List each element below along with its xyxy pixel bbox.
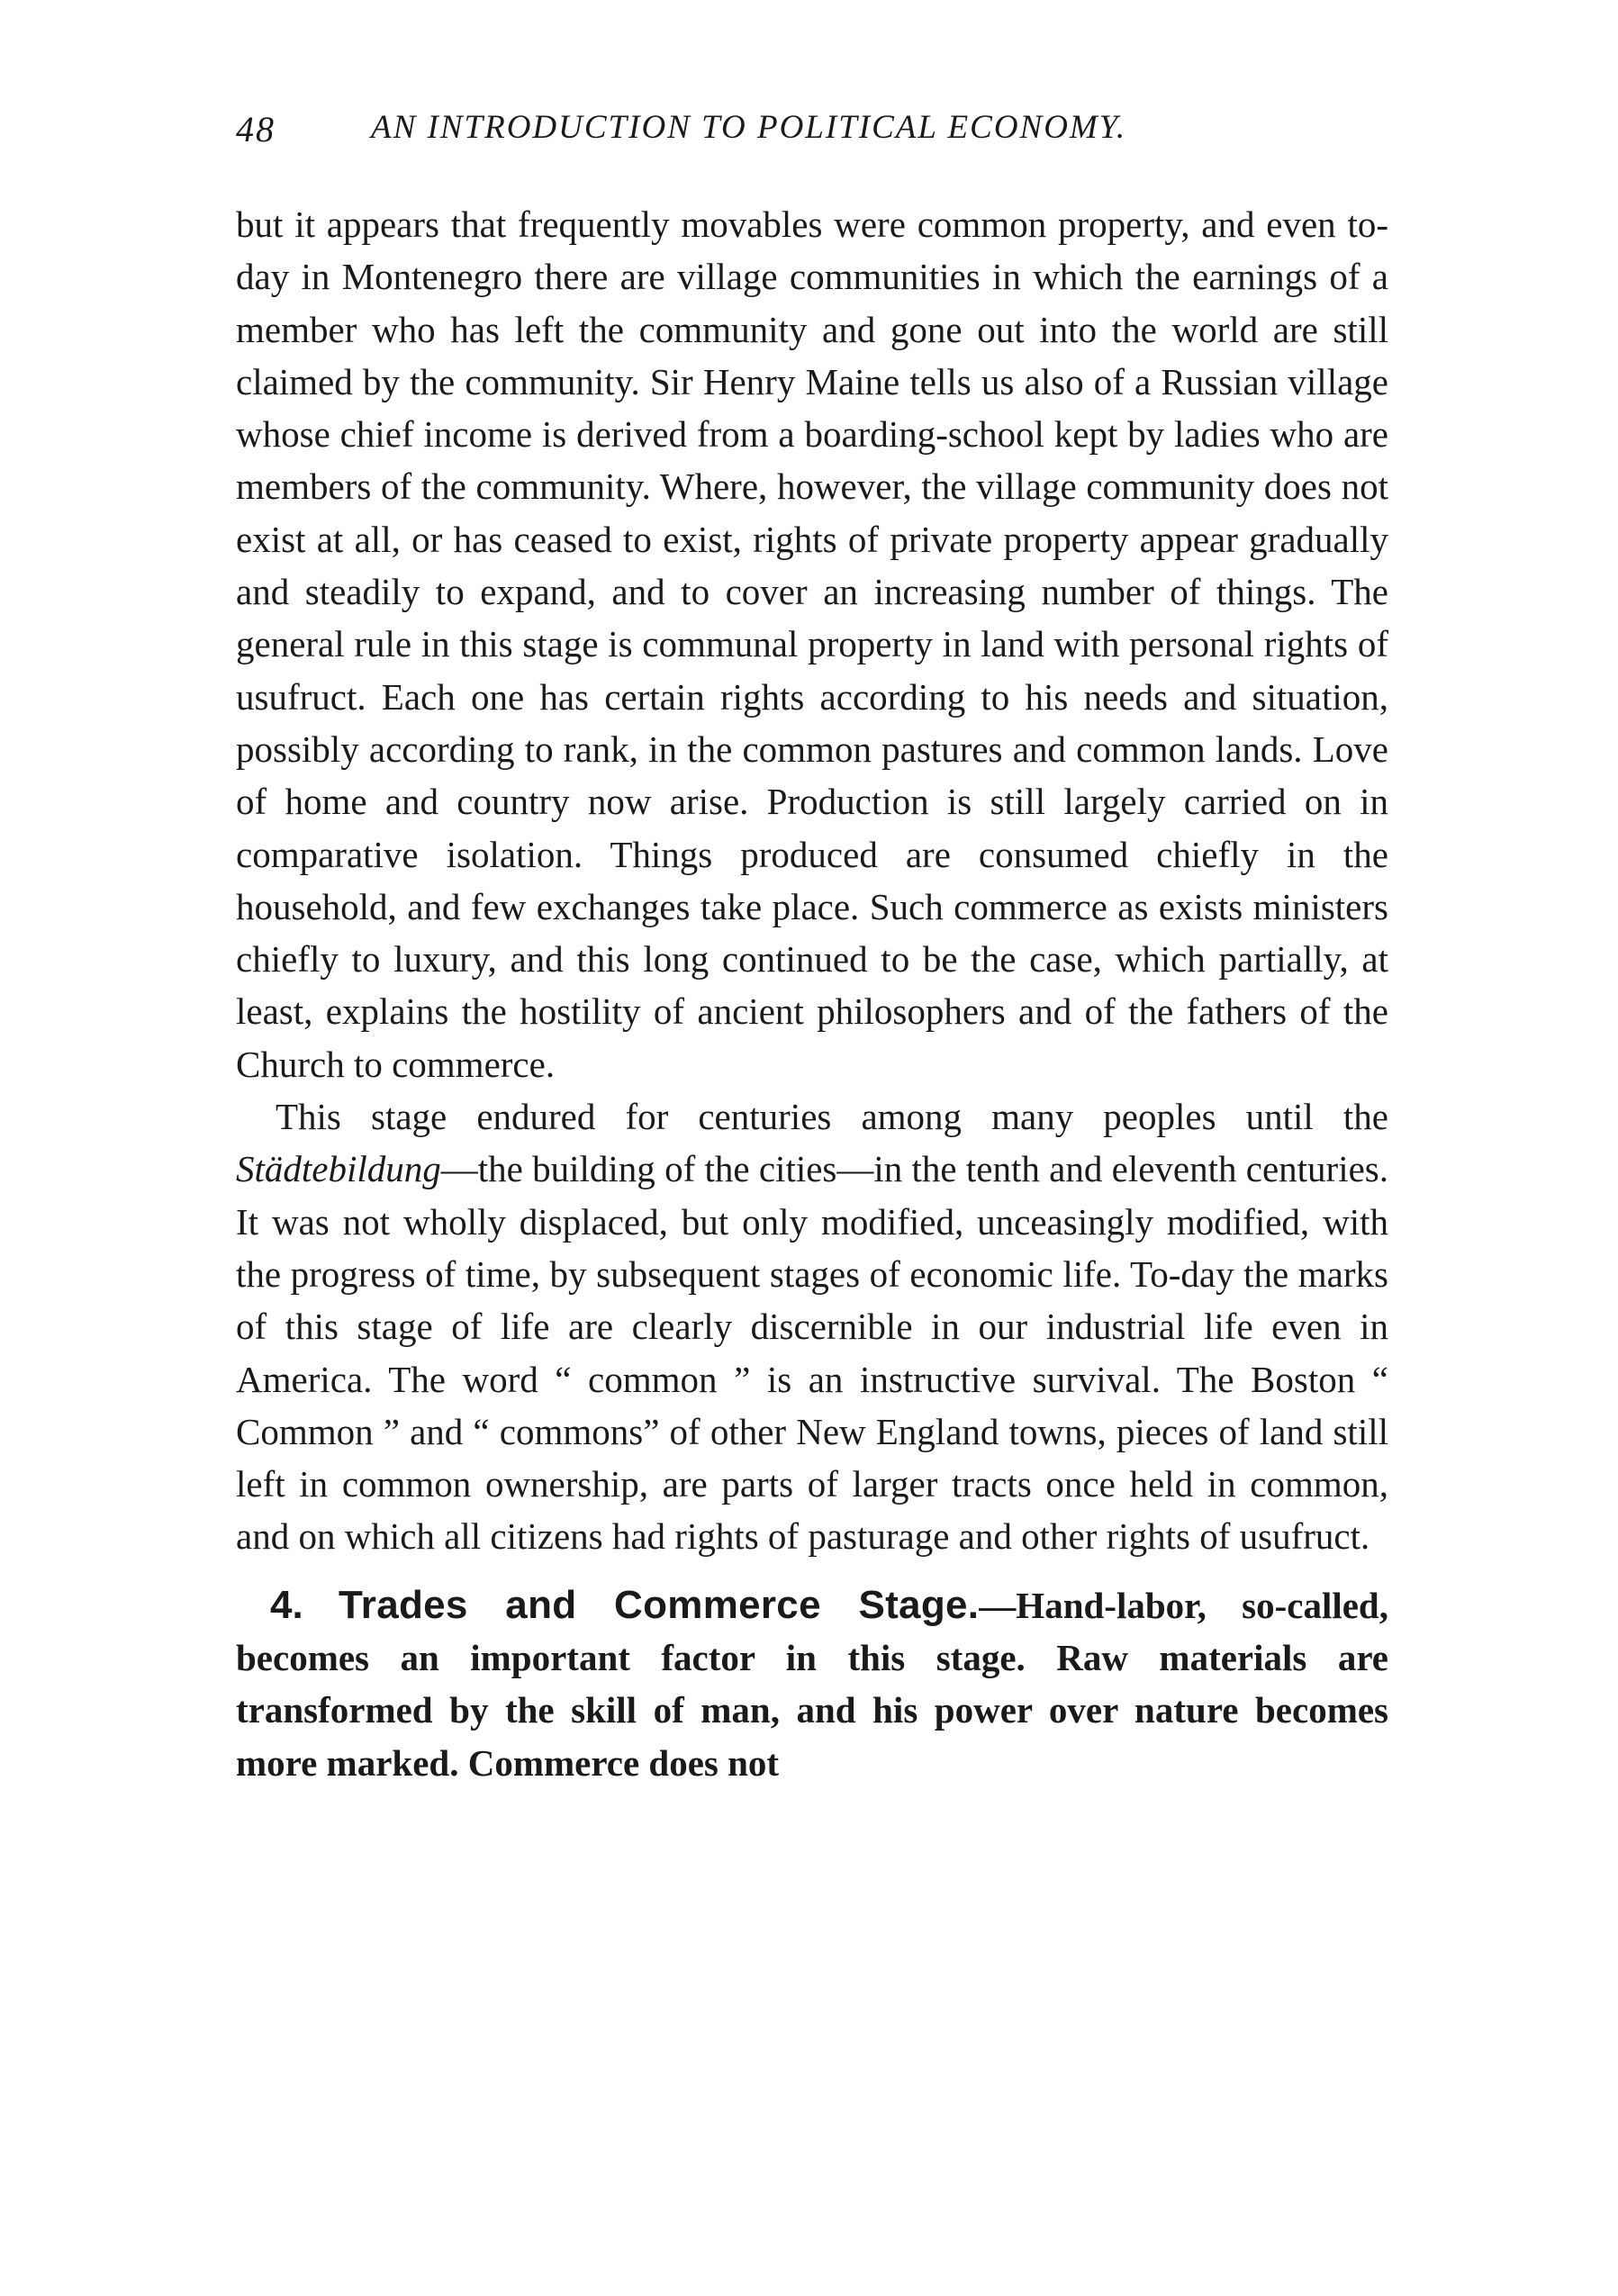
paragraph-2-text-after: —the building of the cities—in the tenth and eleventh centuries. It was not wholly displaced, but only modified, unceasingly modified, with the progress of time, by subsequent stages of economic life. To-day the marks of this stage of life are clearly discernible in our industrial life even in America. The word “ common ” is an instructive survival. The Boston “ Common ” and “ commons” of other New England towns, pieces of land still left in common ownership, are parts of larger tracts once held in common, and on which all citizens had rights of pasturage and other rights of usufruct. [236,1148,1388,1558]
section-number: 4. [270,1582,303,1627]
paragraph-2 [236,1090,1388,1563]
body-text [236,198,1388,1789]
paragraph-1-text: but it appears that frequently movables were common property, and even to-day in Montenegro there are village communities in which the earnings of a member who has left the community and gone out into the world are still claimed by the community. Sir Henry Maine tells us also of a Russian village whose chief income is derived from a boarding-school kept by ladies who are members of the community. Where, however, the village community does not exist at all, or has ceased to exist, rights of private property appear gradually and steadily to expand, and to cover an increasing number of things. The general rule in this stage is communal property in land with personal rights of usufruct. Each one has certain rights according to his needs and situation, possibly according to rank, in the common pastures and common lands. Love of home and country now arise. Production is still largely carried on in comparative isolation. Things produced are consumed chiefly in the household, and few exchanges take place. Such commerce as exists ministers chiefly to luxury, and this long continued to be the case, which partially, at least, explains the hostility of ancient philosophers and of the fathers of the Church to commerce. [236,203,1388,1085]
german-term: Städtebildung [236,1148,441,1190]
paragraph-1 [236,198,1388,1090]
running-head [236,108,1388,162]
paragraph-2-text-before: This stage endured for centuries among many peoples until the [276,1096,1388,1138]
page-number: 48 [236,109,276,149]
paragraph-3-text: —Hand-labor, so-called, becomes an important factor in this stage. Raw materials are transformed by the skill of man, and his power over nature becomes more marked. Commerce does not [236,1584,1388,1784]
book-page [236,108,1388,1789]
paragraph-3 [236,1579,1388,1789]
section-heading: Trades and Commerce Stage. [339,1582,980,1627]
running-head-title: AN INTRODUCTION TO POLITICAL ECONOMY. [371,109,1127,146]
